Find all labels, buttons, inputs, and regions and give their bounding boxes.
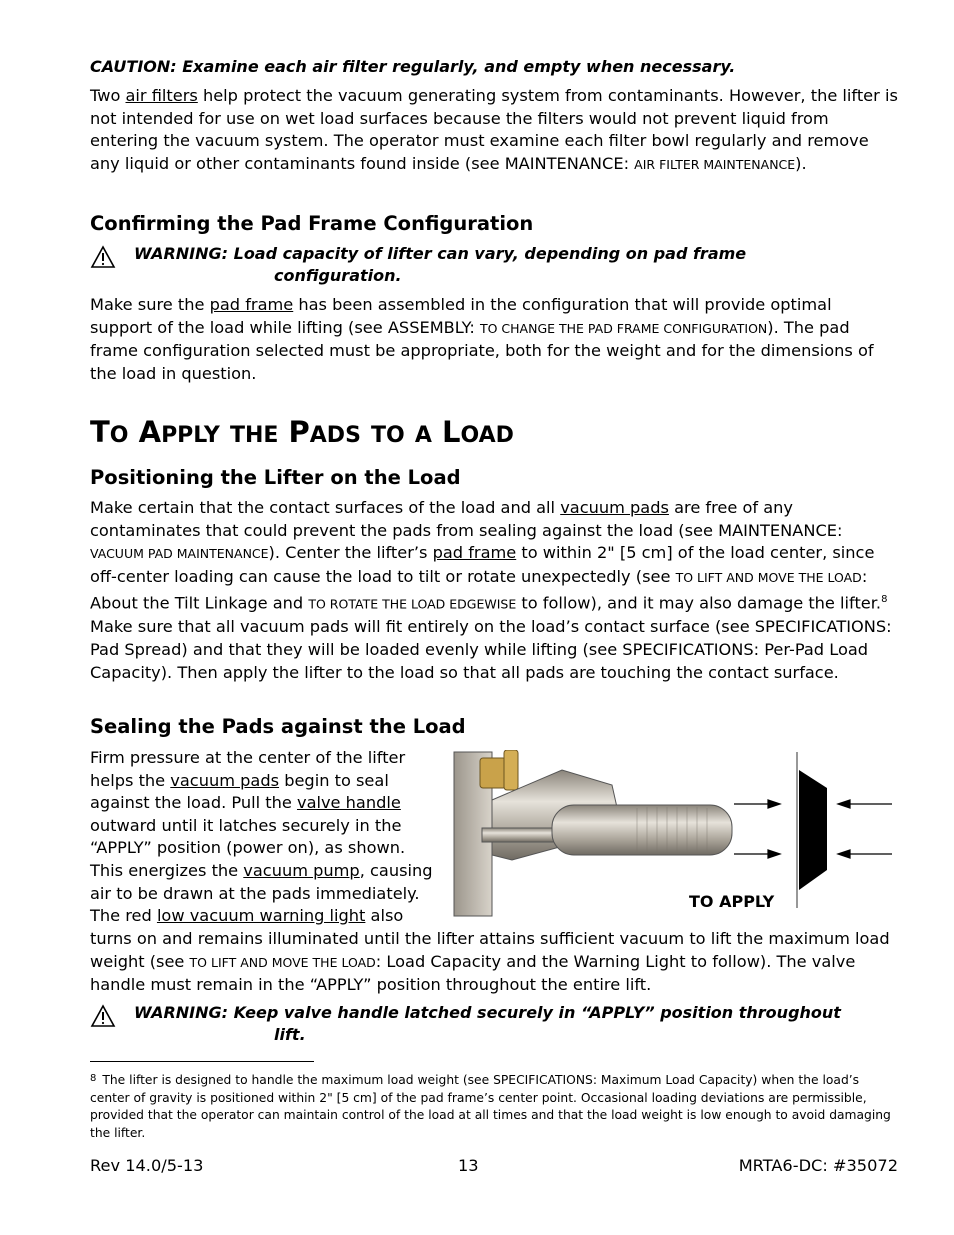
page-number: 13: [458, 1156, 479, 1175]
page-footer: [90, 1156, 898, 1175]
footnote-number: 8: [90, 1073, 97, 1084]
warning-light-link[interactable]: low vacuum warning light: [156, 906, 366, 926]
footnote: $^8$ The lifter is designed to handle the maximum load weight (see SPECIFICATIONS: Maximum Load Capacity) when the load’s center of gravity is positioned within 2" [5 cm] of the pad frame’s center point. Occasional loading deviations are permissible, provided that the operator can maintain control of the load at all times and that the load weight is low enough to avoid damaging the lifter.: [90, 1073, 891, 1140]
positioning-paragraph: Make certain that the contact surfaces of the load and all vacuum pads are free of any contaminates that could prevent the pads from sealing against the load (see MAINTENANCE: VACUUM PAD MAINTENANCE). Center the lifter’s pad frame to within 2" [5 cm] of the load center, since off-center loading can cause the load to tilt or rotate unexpectedly (see TO LIFT AND MOVE THE LOAD: About the Tilt Linkage and TO ROTATE THE LOAD EDGEWISE to follow), and it may also damage the lifter.$^8$ Make sure that all vacuum pads will fit entirely on the load’s contact surface (see SPECIFICATIONS: Pad Spread) and that they will be loaded evenly while lifting (see SPECIFICATIONS: Per-Pad Load Capacity). Then apply the lifter to the load so that all pads are touching the contact surface.: [90, 498, 892, 682]
footnote-ref[interactable]: 8: [881, 594, 888, 606]
air-filters-paragraph: Two air filters help protect the vacuum generating system from contaminants. However, the lifter is not intended for use on wet load surfaces because the filters would not prevent liquid from entering the vacuum system. The operator must examine each filter bowl regularly and remove any liquid or other contaminants found inside (see MAINTENANCE: AIR FILTER MAINTENANCE).: [90, 86, 898, 173]
vacuum-pads-link[interactable]: vacuum pads: [560, 498, 669, 517]
air-filters-link[interactable]: air filters: [125, 86, 198, 105]
valve-handle-figure: [452, 750, 898, 920]
valve-handle-link[interactable]: valve handle: [296, 793, 401, 813]
valve-apply-illustration: [452, 750, 898, 920]
confirm-heading: Confirming the Pad Frame Configuration: [90, 212, 534, 235]
sealing-paragraph-rest: turns on and remains illuminated until the lifter attains sufficient vacuum to lift the maximum load weight (see TO LIFT AND MOVE THE LOAD: Load Capacity and the Warning Light to follow). The valve handle must remain in the “APPLY” position throughout the entire lift.: [90, 929, 890, 995]
vacuum-pads-link-2[interactable]: vacuum pads: [170, 770, 280, 790]
footer-model: MRTA6-DC: #35072: [738, 1156, 898, 1175]
section-title: TO APPLY THE PADS TO A LOAD: [90, 415, 514, 449]
sealing-paragraph-top: Firm pressure at the center of the lifter helps the vacuum pads begin to seal against the load. Pull the valve handle outward until it latches securely in the “APPLY” position (power on), as shown. This energizes the vacuum pump, causing air to be drawn at the pads immediately. The red low vacuum warning light also: [90, 748, 433, 926]
caution-note: CAUTION: Examine each air filter regularly, and empty when necessary.: [90, 57, 736, 76]
pad-frame-link-2[interactable]: pad frame: [432, 543, 517, 563]
sealing-heading: Sealing the Pads against the Load: [90, 715, 466, 738]
vacuum-pump-link[interactable]: vacuum pump: [243, 860, 360, 880]
warning-triangle-icon: [90, 1004, 116, 1028]
pad-frame-paragraph: Make sure the pad frame has been assembled in the configuration that will provide optimal support of the load while lifting (see ASSEMBLY: TO CHANGE THE PAD FRAME CONFIGURATION). The pad frame configuration selected must be appropriate, both for the weight and for the dimensions of the load in question.: [90, 295, 874, 383]
warning-triangle-icon: [90, 245, 116, 269]
positioning-heading: Positioning the Lifter on the Load: [90, 466, 461, 489]
footnote-separator: [90, 1061, 314, 1062]
pad-frame-link[interactable]: pad frame: [209, 295, 294, 314]
figure-caption: TO APPLY: [689, 892, 775, 911]
footer-revision: Rev 14.0/5-13: [90, 1156, 204, 1175]
